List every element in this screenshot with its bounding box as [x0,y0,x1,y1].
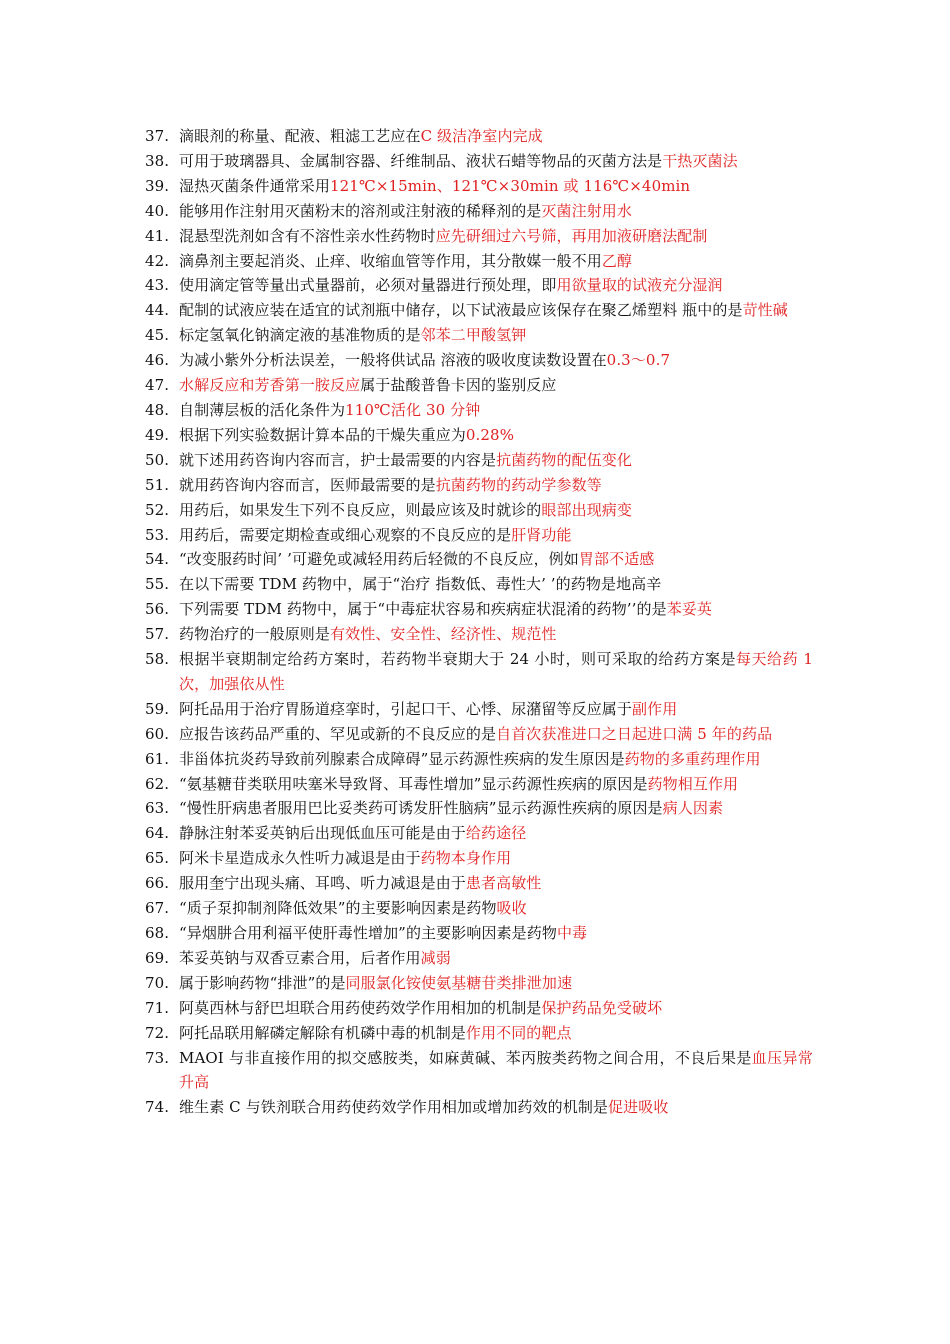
item-text [179,796,813,821]
answer-text: 药物本身作用 [420,849,512,868]
list-item [145,174,813,199]
item-text [179,946,813,971]
question-text: “慢性肝病患者服用巴比妥类药可诱发肝性脑病”显示药源性疾病的原因是 [179,799,663,818]
item-text [179,498,813,523]
question-text: 根据半衰期制定给药方案时，若药物半衰期大于 24 小时，则可采取的给药方案是 [179,650,737,669]
item-number: 68. [145,924,170,942]
answer-text: 抗菌药物的药动学参数等 [435,475,602,494]
item-number: 62. [145,774,170,793]
item-text [179,896,813,921]
answer-text: 0.28% [465,425,515,444]
item-number: 43. [145,276,170,295]
item-text [179,423,813,448]
list-item [145,846,813,871]
list-item [145,273,813,298]
list-item [145,249,813,274]
item-number: 65. [145,849,170,868]
question-text: “异烟肼合用利福平使肝毒性增加”的主要影响因素是药物 [179,924,557,942]
question-text: 配制的试液应装在适宜的试剂瓶中储存，以下试液最应该保存在聚乙烯塑料 瓶中的是 [179,301,743,320]
item-number: 53. [145,525,170,544]
answer-text: 乙醇 [601,251,633,270]
item-text [179,547,813,572]
list-item [145,149,813,174]
answer-text: 药物相互作用 [647,774,739,793]
answer-text: 应先研细过六号筛，再用加液研磨法配制 [435,226,708,245]
answer-text: 邻苯二甲酸氢钾 [420,326,527,345]
item-text [179,273,813,298]
list-item [145,373,813,398]
list-item [145,498,813,523]
question-text: “改变服药时间’ ’可避免或减轻用药后轻微的不良反应，例如 [179,550,579,569]
item-text [179,1046,813,1096]
item-text [179,448,813,473]
answer-text: 保护药品免受破坏 [541,998,663,1017]
answer-text: 用欲量取的试液充分湿润 [556,276,723,295]
list-item [145,423,813,448]
question-text: 能够用作注射用灭菌粉末的溶剂或注射液的稀释剂的是 [179,201,542,220]
item-number: 74. [145,1098,170,1117]
question-text: 苯妥英钠与双香豆素合用，后者作用 [179,948,421,967]
question-text: 滴眼剂的称量、配液、粗滤工艺应在 [179,127,421,145]
item-number: 73. [145,1048,170,1067]
answer-text: 每天给药 1 次，加强依从性 [179,650,813,693]
list-item [145,1046,813,1096]
item-text [179,921,813,946]
item-text [179,224,813,249]
item-text [179,473,813,498]
question-text: 为减小紫外分析法误差，一般将供试品 溶液的吸收度读数设置在 [179,351,607,370]
list-item [145,224,813,249]
item-number: 60. [145,724,170,743]
item-number: 51. [145,475,170,494]
item-text [179,323,813,348]
item-number: 69. [145,948,170,967]
list-item [145,871,813,896]
list-item [145,597,813,622]
item-number: 70. [145,973,170,992]
list-item [145,647,813,697]
list-item [145,697,813,722]
item-number: 45. [145,326,170,345]
item-number: 46. [145,351,170,370]
list-item [145,946,813,971]
list-item [145,448,813,473]
item-number: 63. [145,799,170,818]
answer-text: 作用不同的靶点 [465,1023,572,1042]
list-item [145,1021,813,1046]
item-number: 61. [145,749,170,768]
answer-text: 中毒 [556,924,588,942]
item-number: 56. [145,600,170,619]
list-item [145,572,813,597]
list-item [145,821,813,846]
answer-text: 肝肾功能 [511,525,572,544]
item-number: 47. [145,376,170,395]
question-text: “质子泵抑制剂降低效果”的主要影响因素是药物 [179,899,497,918]
list-item [145,473,813,498]
item-number: 37. [145,127,170,145]
question-text: 在以下需要 TDM 药物中，属于“治疗 指数低、毒性大’ ’的药物是地高辛 [179,575,662,594]
item-text [179,572,813,597]
question-text: 阿托品联用解磷定解除有机磷中毒的机制是 [179,1023,466,1042]
item-text [179,149,813,174]
question-text: 阿莫西林与舒巴坦联合用药使药效学作用相加的机制是 [179,998,542,1017]
item-text [179,1095,813,1120]
answer-text: 苛性碱 [742,301,788,320]
list-item [145,622,813,647]
answer-text: 胃部不适感 [578,550,655,569]
list-item [145,921,813,946]
item-text [179,199,813,224]
list-item [145,547,813,572]
list-item [145,1095,813,1120]
list-item [145,199,813,224]
question-text: MAOI 与非直接作用的拟交感胺类，如麻黄碱、苯丙胺类药物之间合用，不良后果是 [179,1048,752,1067]
question-list [145,124,813,1120]
question-text: 自制薄层板的活化条件为 [179,400,346,419]
item-number: 38. [145,151,170,170]
item-number: 58. [145,650,170,669]
answer-text: 促进吸收 [608,1098,669,1117]
question-text: 滴鼻剂主要起消炎、止痒、收缩血管等作用，其分散媒一般不用 [179,251,602,270]
item-text [179,697,813,722]
list-item [145,896,813,921]
question-text: 阿托品用于治疗胃肠道痉挛时，引起口干、心悸、尿潴留等反应属于 [179,699,633,718]
item-text [179,249,813,274]
question-text: 根据下列实验数据计算本品的干燥失重应为 [179,425,466,444]
item-text [179,647,813,697]
answer-text: 自首次获准进口之日起进口满 5 年的药品 [496,724,773,743]
item-text [179,523,813,548]
item-text [179,996,813,1021]
list-item [145,323,813,348]
question-text: 非甾体抗炎药导致前列腺素合成障碍”显示药源性疾病的发生原因是 [179,749,625,768]
item-text [179,398,813,423]
item-number: 44. [145,301,170,320]
answer-text: 0.3～0.7 [606,351,671,370]
item-number: 52. [145,500,170,519]
list-item [145,298,813,323]
list-item [145,348,813,373]
item-text [179,821,813,846]
question-text: 混悬型洗剂如含有不溶性亲水性药物时 [179,226,436,245]
item-text [179,597,813,622]
list-item [145,772,813,797]
item-number: 57. [145,625,170,644]
item-number: 54. [145,550,170,569]
answer-text: 有效性、安全性、经济性、规范性 [330,625,557,644]
answer-text: 药物的多重药理作用 [624,749,761,768]
item-number: 49. [145,425,170,444]
question-text: 就下述用药咨询内容而言，护士最需要的内容是 [179,450,497,469]
item-number: 66. [145,874,170,893]
question-text: 用药后，如果发生下列不良反应，则最应该及时就诊的 [179,500,542,519]
item-number: 72. [145,1023,170,1042]
answer-text: 苯妥英 [666,600,713,619]
answer-text: C 级洁净室内完成 [420,127,543,145]
item-text [179,622,813,647]
item-text [179,846,813,871]
question-text: 湿热灭菌条件通常采用 [179,176,331,195]
item-number: 39. [145,176,170,195]
list-item [145,398,813,423]
list-item [145,124,813,149]
item-number: 64. [145,824,170,843]
answer-text: 110℃活化 30 分钟 [345,400,481,419]
answer-text: 水解反应和芳香第一胺反应 [179,376,361,395]
question-text: 标定氢氧化钠滴定液的基准物质的是 [179,326,421,345]
list-item [145,796,813,821]
list-item [145,523,813,548]
answer-text: 吸收 [496,899,527,918]
question-text: 阿米卡星造成永久性听力减退是由于 [179,849,421,868]
question-text: 属于盐酸普鲁卡因的鉴别反应 [360,376,557,395]
answer-text: 灭菌注射用水 [541,201,633,220]
item-text [179,124,813,149]
question-text: 应报告该药品严重的、罕见或新的不良反应的是 [179,724,497,743]
question-text: “氨基糖苷类联用呋塞米导致肾、耳毒性增加”显示药源性疾病的原因是 [179,774,648,793]
item-text [179,373,813,398]
answer-text: 干热灭菌法 [662,151,738,170]
answer-text: 副作用 [632,699,678,718]
item-text [179,1021,813,1046]
list-item [145,722,813,747]
item-number: 42. [145,251,170,270]
question-text: 服用奎宁出现头痛、耳鸣、听力减退是由于 [179,874,466,893]
item-number: 67. [145,899,170,918]
question-text: 药物治疗的一般原则是 [179,625,331,644]
item-number: 55. [145,575,170,594]
item-number: 59. [145,699,170,718]
question-text: 就用药咨询内容而言，医师最需要的是 [179,475,436,494]
answer-text: 抗菌药物的配伍变化 [496,450,633,469]
question-text: 用药后，需要定期检查或细心观察的不良反应的是 [179,525,512,544]
item-text [179,348,813,373]
item-number: 71. [145,998,170,1017]
item-text [179,871,813,896]
question-text: 维生素 C 与铁剂联合用药使药效学作用相加或增加药效的机制是 [179,1098,609,1117]
answer-text: 给药途径 [465,824,527,843]
answer-text: 病人因素 [662,799,724,818]
answer-text: 121℃×15min、121℃×30min 或 116℃×40min [330,176,691,195]
item-text [179,298,813,323]
item-text [179,747,813,772]
item-text [179,722,813,747]
item-number: 41. [145,226,170,245]
answer-text: 减弱 [420,948,451,967]
question-text: 属于影响药物“排泄”的是 [179,973,346,992]
answer-text: 眼部出现病变 [541,500,633,519]
list-item [145,747,813,772]
question-text: 使用滴定管等量出式量器前，必须对量器进行预处理，即 [179,276,557,295]
answer-text: 同服氯化铵使氨基糖苷类排泄加速 [345,973,573,992]
question-text: 下列需要 TDM 药物中，属于“中毒症状容易和疾病症状混淆的药物’’的是 [179,600,667,619]
item-number: 48. [145,400,170,419]
item-number: 40. [145,201,170,220]
item-text [179,174,813,199]
list-item [145,996,813,1021]
answer-text: 血压异常升高 [179,1048,813,1092]
item-number: 50. [145,450,170,469]
list-item [145,971,813,996]
item-text [179,971,813,996]
question-text: 静脉注射苯妥英钠后出现低血压可能是由于 [179,824,466,843]
answer-text: 患者高敏性 [465,874,542,893]
item-text [179,772,813,797]
question-text: 可用于玻璃器具、金属制容器、纤维制品、液状石蜡等物品的灭菌方法是 [179,151,663,170]
